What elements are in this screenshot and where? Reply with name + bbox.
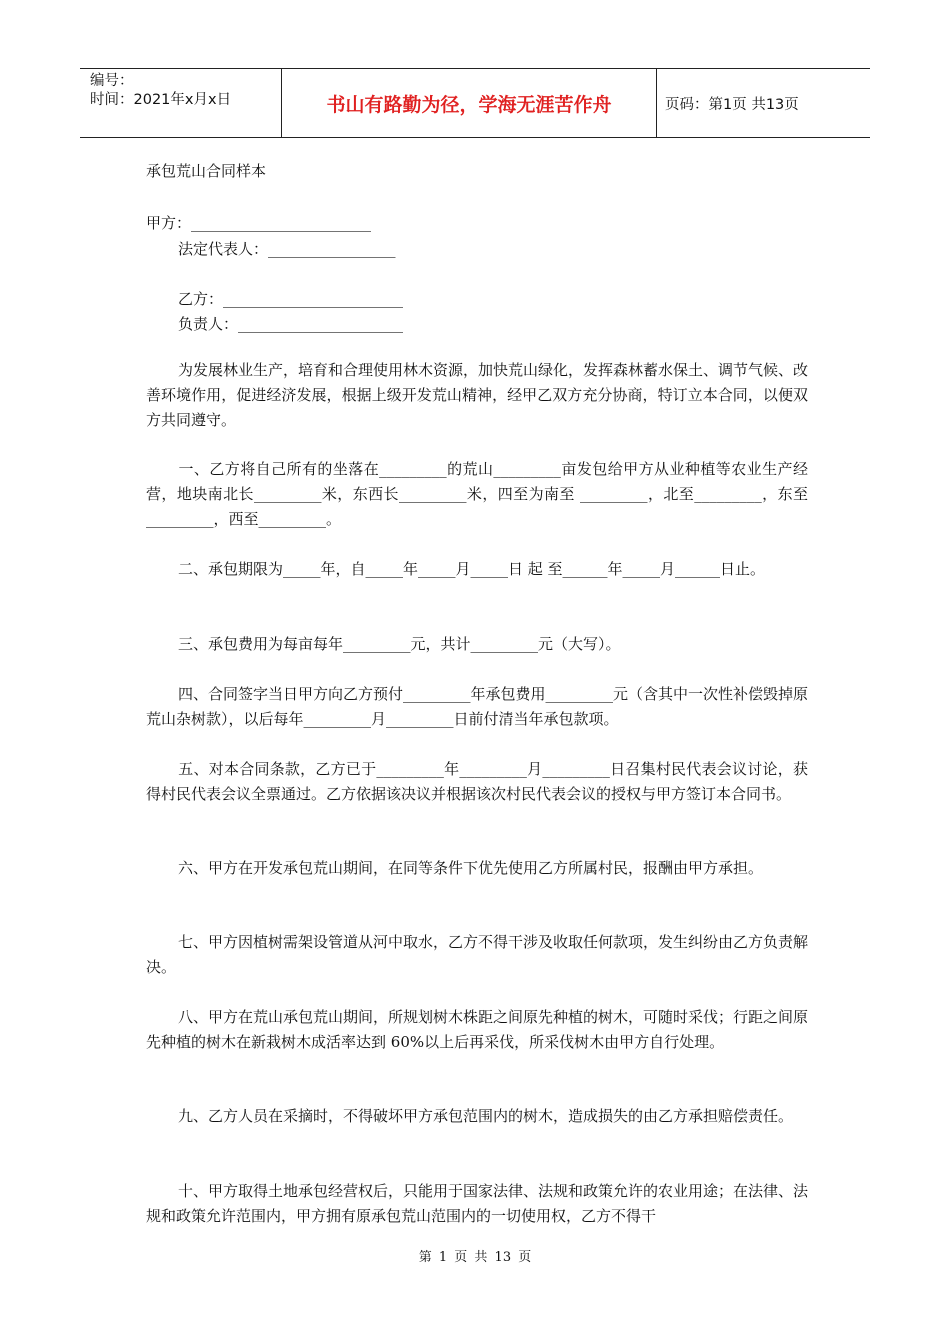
clause-paragraph: 七、甲方因植树需架设管道从河中取水，乙方不得干涉及收取任何款项，发生纠纷由乙方负责解决。 xyxy=(146,933,809,976)
page-header xyxy=(80,68,870,138)
preamble-paragraph: 为发展林业生产，培育和合理使用林木资源，加快荒山绿化，发挥森林蓄水保土、调节气候、改善环境作用，促进经济发展，根据上级开发荒山精神，经甲乙双方充分协商，特订立本合同，以便双方共同遵守。 xyxy=(146,361,809,429)
clause-paragraph: 一、乙方将自己所有的坐落在_________的荒山_________亩发包给甲方从业种植等农业生产经营，地块南北长_________米，东西长_________米，四至为南至 _________，北至_________，东至_________，西至_________。 xyxy=(146,460,808,528)
clause-paragraph: 二、承包期限为_____年，自_____年_____月_____日 起 至______年_____月______日止。 xyxy=(178,560,766,578)
header-page-label: 页码：第1页 共13页 xyxy=(665,96,799,113)
time-label: 时间：2021年x月x日 xyxy=(90,92,232,108)
clause-paragraph: 六、甲方在开发承包荒山期间，在同等条件下优先使用乙方所属村民，报酬由甲方承担。 xyxy=(178,859,764,877)
clause-paragraph: 八、甲方在荒山承包荒山期间，所规划树木株距之间原先种植的树木，可随时采伐；行距之间原先种植的树木在新栽树木成活率达到 60%以上后再采伐，所采伐树木由甲方自行处理。 xyxy=(146,1008,809,1051)
legal-rep-line: 法定代表人：_________________ xyxy=(178,240,396,258)
party-b-line: 乙方：________________________ xyxy=(178,290,404,308)
clause-paragraph: 十、甲方取得土地承包经营权后，只能用于国家法律、法规和政策允许的农业用途；在法律、法规和政策允许范围内，甲方拥有原承包荒山范围内的一切使用权，乙方不得干 xyxy=(146,1182,809,1225)
number-label: 编号： xyxy=(90,73,134,89)
clause-paragraph: 九、乙方人员在采摘时，不得破坏甲方承包范围内的树木，造成损失的由乙方承担赔偿责任。 xyxy=(178,1107,794,1125)
clause-paragraph: 三、承包费用为每亩每年_________元，共计_________元（大写）。 xyxy=(178,635,621,653)
party-a-line: 甲方：________________________ xyxy=(146,214,372,232)
header-meta xyxy=(80,69,282,137)
page-footer: 第 1 页 共 13 页 xyxy=(418,1250,532,1265)
header-motto: 书山有路勤为径，学海无涯苦作舟 xyxy=(282,69,657,137)
clause-paragraph: 四、合同签字当日甲方向乙方预付_________年承包费用_________元（含其中一次性补偿毁掉原荒山杂树款），以后每年_________月_________日前付清当年承包款项。 xyxy=(146,685,809,728)
person-in-charge-line: 负责人：______________________ xyxy=(178,315,404,333)
document-title: 承包荒山合同样本 xyxy=(146,162,267,180)
clause-paragraph: 五、对本合同条款，乙方已于_________年_________月_________日召集村民代表会议讨论，获得村民代表会议全票通过。乙方依据该决议并根据该次村民代表会议的授权与甲方签订本合同书。 xyxy=(146,760,808,803)
